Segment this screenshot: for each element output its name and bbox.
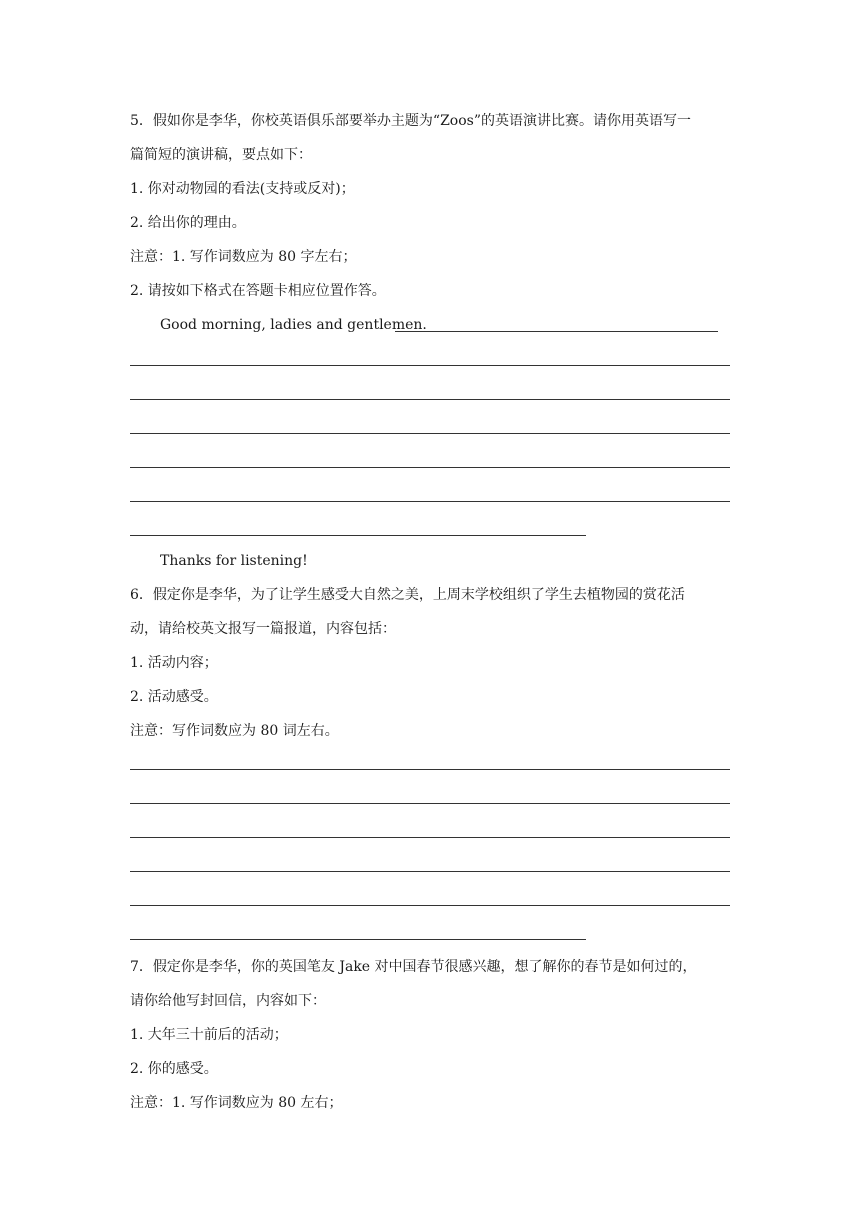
q5-note-2: 2. 请按如下格式在答题卡相应位置作答。 bbox=[130, 283, 386, 299]
q7-prompt-line2: 请你给他写封回信，内容如下： bbox=[130, 993, 326, 1009]
q5-answer-line[interactable] bbox=[130, 365, 730, 366]
q6-answer-line[interactable] bbox=[130, 871, 730, 872]
q6-answer-line[interactable] bbox=[130, 837, 730, 838]
q6-answer-line[interactable] bbox=[130, 905, 730, 906]
q6-prompt-line1: 6．假定你是李华，为了让学生感受大自然之美，上周末学校组织了学生去植物园的赏花活 bbox=[130, 587, 685, 603]
q7-point-1: 1. 大年三十前后的活动； bbox=[130, 1027, 288, 1043]
q5-answer-line[interactable] bbox=[130, 467, 730, 468]
q7-prompt-line1: 7．假定你是李华，你的英国笔友 Jake 对中国春节很感兴趣，想了解你的春节是如何过的， bbox=[130, 959, 697, 975]
q5-answer-line[interactable] bbox=[130, 433, 730, 434]
q6-point-1: 1. 活动内容； bbox=[130, 655, 218, 671]
q7-note-1: 注意：1. 写作词数应为 80 左右； bbox=[130, 1095, 343, 1111]
q6-prompt-line2: 动，请给校英文报写一篇报道，内容包括： bbox=[130, 621, 396, 637]
q5-prompt-line2: 篇简短的演讲稿，要点如下： bbox=[130, 147, 312, 163]
q5-answer-blank-inline[interactable] bbox=[395, 331, 718, 332]
q5-point-2: 2. 给出你的理由。 bbox=[130, 215, 246, 231]
q5-opening-line: Good morning, ladies and gentlemen. bbox=[160, 317, 427, 333]
q6-answer-line[interactable] bbox=[130, 803, 730, 804]
q6-answer-line-last[interactable] bbox=[130, 939, 586, 940]
q5-closing-line: Thanks for listening! bbox=[160, 553, 308, 569]
q6-point-2: 2. 活动感受。 bbox=[130, 689, 218, 705]
q7-point-2: 2. 你的感受。 bbox=[130, 1061, 218, 1077]
q5-point-1: 1. 你对动物园的看法(支持或反对)； bbox=[130, 181, 355, 197]
q6-answer-line[interactable] bbox=[130, 769, 730, 770]
q5-answer-line-last[interactable] bbox=[130, 535, 586, 536]
q5-prompt-line1: 5．假如你是李华，你校英语俱乐部要举办主题为“Zoos”的英语演讲比赛。请你用英语写一 bbox=[130, 113, 691, 129]
q5-answer-line[interactable] bbox=[130, 399, 730, 400]
q6-note: 注意：写作词数应为 80 词左右。 bbox=[130, 723, 339, 739]
q5-answer-line[interactable] bbox=[130, 501, 730, 502]
q5-note-1: 注意：1. 写作词数应为 80 字左右； bbox=[130, 249, 357, 265]
